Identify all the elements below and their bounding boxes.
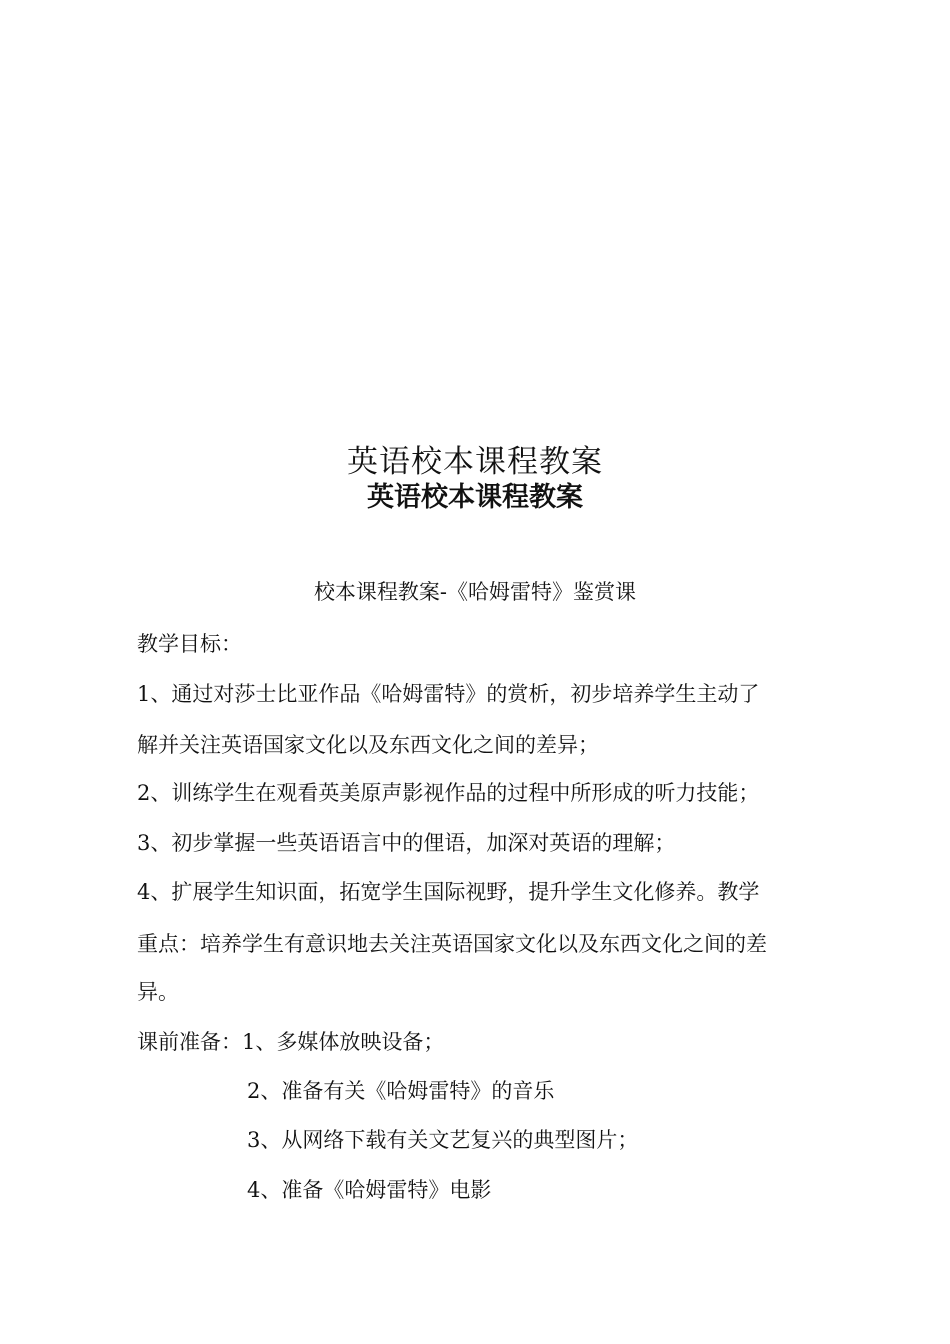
prep-line-4: 4、准备《哈姆雷特》电影 xyxy=(247,1178,492,1202)
objective-4-line-2: 重点：培养学生有意识地去关注英语国家文化以及东西文化之间的差 xyxy=(137,932,767,956)
objective-3: 3、初步掌握一些英语语言中的俚语，加深对英语的理解； xyxy=(137,831,676,855)
objective-4-line-3: 异。 xyxy=(137,980,179,1004)
objectives-heading: 教学目标： xyxy=(137,632,242,656)
objective-1-line-2: 解并关注英语国家文化以及东西文化之间的差异； xyxy=(137,733,599,757)
document-title-bold: 英语校本课程教案 xyxy=(367,482,583,513)
prep-line-3: 3、从网络下载有关文艺复兴的典型图片； xyxy=(247,1128,639,1152)
lesson-subtitle: 校本课程教案-《哈姆雷特》鉴赏课 xyxy=(313,580,637,604)
document-title: 英语校本课程教案 xyxy=(347,444,603,480)
objective-1-line-1: 1、通过对莎士比亚作品《哈姆雷特》的赏析，初步培养学生主动了 xyxy=(137,682,760,706)
objective-4-line-1: 4、扩展学生知识面，拓宽学生国际视野，提升学生文化修养。教学 xyxy=(137,880,760,904)
objective-2: 2、训练学生在观看英美原声影视作品的过程中所形成的听力技能； xyxy=(137,781,760,805)
prep-line-2: 2、准备有关《哈姆雷特》的音乐 xyxy=(247,1079,555,1103)
prep-line-1: 课前准备：1、多媒体放映设备； xyxy=(137,1030,445,1054)
